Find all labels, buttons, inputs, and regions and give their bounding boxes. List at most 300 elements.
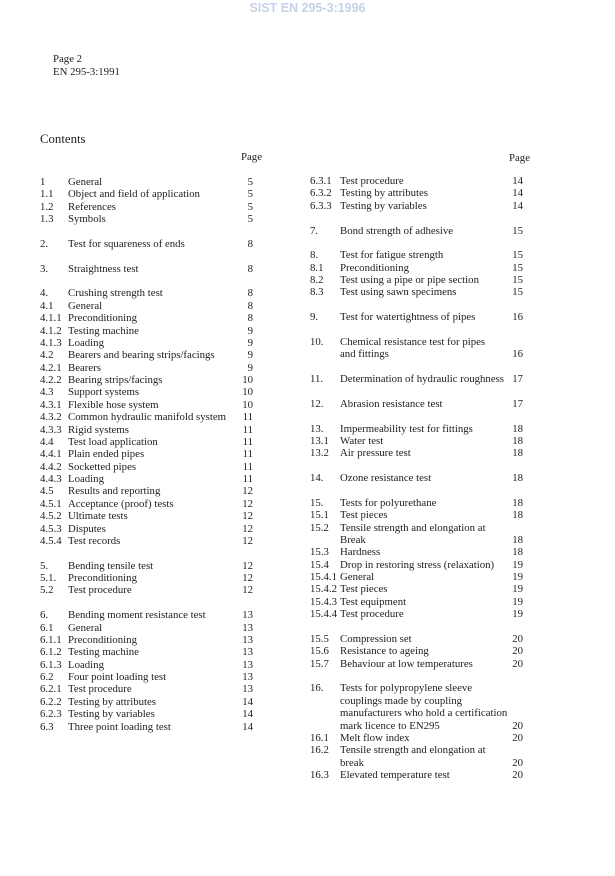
toc-entry: [40, 374, 253, 386]
toc-entry-page: 13: [242, 646, 253, 659]
toc-entry-number: 4.1.2: [40, 324, 62, 337]
toc-entry-number: 4.3.1: [40, 398, 62, 411]
toc-entry: [40, 325, 253, 337]
toc-entry: [40, 176, 253, 188]
toc-entry-number: 15.4.4: [310, 608, 337, 621]
toc-group: [40, 176, 253, 226]
toc-entry-page: 12: [242, 572, 253, 584]
toc-entry: [310, 423, 523, 435]
toc-entry-page: 13: [242, 683, 253, 696]
toc-entry-page: 5: [247, 188, 253, 201]
toc-group: [40, 263, 253, 275]
toc-entry-number: 14.: [310, 472, 324, 484]
toc-entry-page: 14: [512, 175, 523, 187]
toc-entry-number: 7.: [310, 224, 319, 237]
toc-entry-title: Preconditioning: [68, 572, 137, 584]
document-id: EN 295-3:1991: [53, 66, 120, 78]
toc-entry-title: Object and field of application: [68, 188, 200, 201]
toc-entry: [310, 435, 523, 447]
toc-entry-title: General: [68, 621, 103, 634]
toc-entry-number: 1.1: [40, 188, 54, 201]
toc-entry-page: 12: [242, 522, 253, 535]
toc-group: [310, 311, 523, 323]
toc-entry-page: 15: [512, 274, 523, 286]
toc-entry-title: General: [68, 299, 103, 312]
toc-entry: [310, 336, 523, 361]
toc-entry-page: 13: [242, 621, 253, 634]
toc-group: [310, 336, 523, 361]
toc-entry-title: Hardness: [340, 546, 381, 559]
toc-entry-title: Bearing strips/facings: [68, 374, 163, 386]
toc-entry-page: 13: [242, 633, 253, 646]
toc-entry-title: Test using sawn specimens: [340, 286, 457, 299]
toc-entry-number: 4.2.1: [40, 361, 62, 374]
toc-entry-title: Testing by variables: [340, 199, 427, 212]
toc-entry-title: Four point loading test: [68, 671, 167, 683]
toc-group: [40, 287, 253, 547]
toc-group-list: [310, 175, 523, 781]
toc-entry-title: Ozone resistance test: [340, 472, 432, 484]
toc-entry-number: 15.: [310, 496, 324, 509]
toc-entry-title: Common hydraulic manifold system: [68, 411, 227, 424]
toc-entry: [40, 646, 253, 658]
page-column-heading: Page: [509, 152, 530, 164]
toc-entry-title: Test records: [68, 534, 121, 547]
toc-entry-title: Test load application: [68, 435, 158, 448]
toc-entry-number: 6.3: [40, 720, 54, 733]
toc-entry-number: 4.5: [40, 485, 54, 498]
toc-entry-number: 6.3.1: [310, 175, 332, 187]
toc-entry-number: 13.2: [310, 447, 329, 460]
toc-entry-number: 6.1.1: [40, 633, 62, 646]
toc-entry-number: 15.6: [310, 645, 329, 658]
toc-entry-number: 13.: [310, 422, 324, 435]
toc-entry: [40, 510, 253, 522]
toc-group: [310, 249, 523, 299]
toc-group-list: [40, 176, 253, 733]
toc-entry: [310, 200, 523, 212]
toc-entry-number: 6.2: [40, 671, 54, 683]
toc-entry-number: 15.2: [310, 521, 329, 534]
toc-entry-page: 15: [512, 224, 523, 237]
toc-entry-title: Bending moment resistance test: [68, 609, 206, 622]
toc-entry-title: Loading: [68, 473, 104, 485]
toc-entry: [310, 509, 523, 521]
toc-entry-title: References: [68, 200, 116, 213]
toc-entry: [310, 732, 523, 744]
toc-entry-page: 14: [242, 708, 253, 721]
toc-entry: [40, 485, 253, 497]
toc-entry-page: 20: [512, 645, 523, 658]
toc-entry-number: 4.3.2: [40, 411, 62, 424]
toc-entry: [40, 349, 253, 361]
toc-entry-page: 9: [247, 324, 253, 337]
toc-entry: [40, 213, 253, 225]
toc-entry-number: 2.: [40, 237, 49, 250]
toc-entry: [40, 188, 253, 200]
toc-entry: [40, 424, 253, 436]
toc-entry-title: Test procedure: [68, 683, 132, 696]
toc-entry-page: 11: [242, 473, 253, 485]
toc-entry-title: Loading: [68, 336, 104, 349]
toc-entry: [310, 744, 523, 769]
toc-entry: [310, 373, 523, 385]
toc-entry-title: Bending tensile test: [68, 559, 154, 572]
toc-entry-page: 19: [512, 571, 523, 583]
toc-entry-title: Preconditioning: [68, 312, 137, 325]
toc-entry-page: 8: [247, 262, 253, 275]
toc-entry-page: 18: [512, 422, 523, 435]
toc-entry-number: 4.5.1: [40, 497, 62, 510]
toc-entry-page: 10: [242, 374, 253, 386]
toc-entry-number: 15.4.1: [310, 571, 337, 583]
toc-entry: [40, 399, 253, 411]
toc-entry-number: 6.3.2: [310, 187, 332, 200]
toc-entry-number: 13.1: [310, 434, 329, 447]
toc-entry-number: 4.4.2: [40, 460, 62, 473]
toc-entry-number: 4.1: [40, 299, 54, 312]
toc-entry-title: Chemical resistance test for pipes and fittings: [340, 335, 486, 361]
toc-entry-number: 6.3.3: [310, 199, 332, 212]
toc-entry-page: 20: [512, 769, 523, 781]
toc-entry-title: Tests for polyurethane: [340, 496, 437, 509]
toc-entry-page: 14: [512, 199, 523, 212]
toc-entry-title: Impermeability test for fittings: [340, 422, 473, 435]
toc-entry: [40, 683, 253, 695]
toc-entry: [40, 436, 253, 448]
toc-column-left: [40, 151, 262, 733]
toc-entry: [40, 523, 253, 535]
toc-entry-page: 11: [242, 435, 253, 448]
toc-entry: [40, 560, 253, 572]
toc-entry-number: 6.1.2: [40, 646, 62, 659]
toc-entry-number: 5.: [40, 559, 49, 572]
toc-entry: [40, 609, 253, 621]
toc-entry-page: 12: [242, 559, 253, 572]
toc-entry-page: 20: [512, 719, 523, 732]
toc-entry: [40, 498, 253, 510]
toc-entry-page: 20: [512, 756, 523, 769]
toc-entry-title: Test for fatigue strength: [340, 249, 444, 262]
toc-group: [310, 472, 523, 484]
toc-entry-page: 18: [512, 533, 523, 546]
toc-entry-page: 16: [512, 311, 523, 324]
toc-entry-title: Three point loading test: [68, 720, 171, 733]
toc-entry-page: 17: [512, 373, 523, 385]
toc-entry-page: 12: [242, 485, 253, 498]
toc-entry-page: 13: [242, 671, 253, 683]
toc-entry-title: Test for watertightness of pipes: [340, 311, 476, 324]
toc-entry: [310, 608, 523, 620]
toc-group: [310, 497, 523, 621]
toc-entry: [40, 337, 253, 349]
toc-entry-title: Compression set: [340, 632, 412, 645]
toc-entry-page: 15: [512, 249, 523, 262]
toc-entry-page: 8: [247, 299, 253, 312]
toc-entry-page: 13: [242, 609, 253, 622]
toc-entry: [310, 398, 523, 410]
toc-entry-number: 4.: [40, 287, 49, 300]
toc-entry-number: 4.1.3: [40, 336, 62, 349]
toc-entry-title: Elevated temperature test: [340, 769, 450, 781]
toc-entry-page: 12: [242, 584, 253, 597]
toc-entry-title: Behaviour at low temperatures: [340, 657, 473, 670]
toc-entry: [310, 546, 523, 558]
toc-entry-number: 4.5.4: [40, 534, 62, 547]
toc-entry-number: 4.5.3: [40, 522, 62, 535]
toc-entry-title: Symbols: [68, 213, 106, 226]
watermark: SIST EN 295-3:1996: [249, 1, 366, 15]
toc-entry-page: 13: [242, 658, 253, 671]
toc-entry-title: Testing machine: [68, 646, 139, 659]
toc-entry-number: 15.7: [310, 657, 329, 670]
toc-entry-title: Air pressure test: [340, 447, 411, 460]
toc-entry-page: 16: [512, 348, 523, 361]
toc-entry: [40, 263, 253, 275]
toc-entry: [40, 659, 253, 671]
toc-entry-title: Testing by attributes: [340, 187, 429, 200]
toc-entry-page: 14: [242, 720, 253, 733]
toc-entry-title: Preconditioning: [68, 633, 137, 646]
toc-entry-page: 15: [512, 261, 523, 274]
toc-entry-title: Flexible hose system: [68, 398, 159, 411]
toc-entry-number: 1.3: [40, 213, 54, 226]
toc-entry-number: 5.2: [40, 584, 54, 597]
toc-entry-number: 8.2: [310, 274, 324, 286]
toc-entry-title: Tensile strength and elongation at break: [340, 744, 486, 769]
toc-entry-number: 6.1.3: [40, 658, 62, 671]
toc-entry-page: 9: [247, 349, 253, 362]
toc-entry-title: Test using a pipe or pipe section: [340, 274, 479, 286]
toc-entry-page: 20: [512, 632, 523, 645]
toc-entry-title: Plain ended pipes: [68, 448, 145, 461]
toc-entry: [40, 671, 253, 683]
toc-entry-title: Testing machine: [68, 324, 139, 337]
toc-entry-number: 4.5.2: [40, 510, 62, 523]
toc-entry-title: Crushing strength test: [68, 287, 163, 300]
toc-entry-number: 15.5: [310, 632, 329, 645]
toc-group: [310, 175, 523, 212]
toc-entry-number: 6.2.2: [40, 695, 62, 708]
toc-entry: [310, 472, 523, 484]
toc-group: [40, 560, 253, 597]
toc-entry-page: 20: [512, 731, 523, 744]
toc-entry-title: Determination of hydraulic roughness: [340, 373, 505, 385]
toc-entry-number: 16.3: [310, 769, 329, 781]
toc-entry: [40, 535, 253, 547]
toc-entry-number: 16.2: [310, 744, 329, 757]
toc-entry: [310, 658, 523, 670]
toc-entry: [40, 287, 253, 299]
toc-entry: [40, 411, 253, 423]
toc-entry-title: Drop in restoring stress (relaxation): [340, 558, 495, 571]
toc-entry: [310, 187, 523, 199]
toc-entry-number: 15.3: [310, 546, 329, 559]
toc-entry: [310, 249, 523, 261]
toc-entry-title: Bond strength of adhesive: [340, 224, 454, 237]
toc-group: [310, 225, 523, 237]
toc-entry-title: Bearers and bearing strips/facings: [68, 349, 215, 362]
toc-entry: [310, 274, 523, 286]
toc-entry-number: 15.1: [310, 509, 329, 522]
toc-entry-number: 4.4: [40, 435, 54, 448]
toc-entry-title: Preconditioning: [340, 261, 409, 274]
toc-entry-page: 11: [242, 448, 253, 461]
toc-entry: [310, 286, 523, 298]
toc-entry-page: 14: [512, 187, 523, 200]
toc-entry-page: 12: [242, 534, 253, 547]
toc-group: [310, 423, 523, 460]
toc-entry-title: Abrasion resistance test: [340, 397, 443, 410]
toc-entry-number: 10.: [310, 335, 324, 348]
toc-entry-title: Loading: [68, 658, 104, 671]
toc-entry-title: Ultimate tests: [68, 510, 128, 523]
page-number-label: Page 2: [53, 53, 83, 65]
toc-entry: [40, 300, 253, 312]
toc-entry-title: Disputes: [68, 522, 106, 535]
toc-entry-number: 6.2.1: [40, 683, 62, 696]
toc-entry-page: 18: [512, 496, 523, 509]
toc-entry-page: 15: [512, 286, 523, 299]
toc-entry-number: 1.2: [40, 200, 54, 213]
toc-entry-page: 14: [242, 695, 253, 708]
toc-entry-page: 12: [242, 497, 253, 510]
toc-entry-page: 10: [242, 386, 253, 399]
toc-entry-number: 5.1.: [40, 572, 57, 584]
toc-entry-title: Testing by attributes: [68, 695, 157, 708]
toc-entry-title: Tests for polypropylene sleeve couplings made by coupling manufacturers who hold a certification mark licence to EN295: [340, 682, 508, 732]
toc-entry-number: 15.4.2: [310, 583, 337, 596]
toc-entry: [40, 473, 253, 485]
toc-entry-number: 6.: [40, 609, 49, 622]
toc-group: [40, 609, 253, 733]
toc-group: [310, 682, 523, 781]
toc-entry: [40, 386, 253, 398]
toc-entry-title: Tensile strength and elongation at Break: [340, 521, 486, 546]
toc-entry-page: 19: [512, 558, 523, 571]
contents-heading: Contents: [40, 132, 86, 146]
toc-entry-title: Water test: [340, 434, 384, 447]
toc-entry-number: 4.4.3: [40, 473, 62, 485]
toc-entry-number: 8.: [310, 249, 319, 262]
toc-entry-title: General: [68, 176, 103, 188]
toc-entry-page: 8: [247, 312, 253, 325]
toc-entry-page: 11: [242, 411, 253, 424]
toc-entry-title: Test equipment: [340, 595, 407, 608]
toc-entry: [310, 682, 523, 732]
toc-entry-title: General: [340, 571, 375, 583]
toc-entry-title: Test for squareness of ends: [68, 237, 185, 250]
toc-entry-page: 9: [247, 361, 253, 374]
toc-entry: [40, 448, 253, 460]
toc-entry-page: 5: [247, 176, 253, 188]
toc-entry: [310, 596, 523, 608]
toc-entry-page: 5: [247, 200, 253, 213]
toc-entry-number: 3.: [40, 262, 49, 275]
toc-group: [310, 633, 523, 670]
toc-entry: [40, 634, 253, 646]
toc-entry-number: 6.2.3: [40, 708, 62, 721]
toc-entry: [310, 522, 523, 547]
toc-entry-number: 8.3: [310, 286, 324, 299]
toc-entry-page: 18: [512, 472, 523, 484]
toc-entry: [40, 708, 253, 720]
toc-entry-number: 8.1: [310, 261, 324, 274]
toc-entry-title: Support systems: [68, 386, 140, 399]
toc-entry-page: 9: [247, 336, 253, 349]
toc-entry-title: Test procedure: [340, 608, 404, 621]
toc-entry-number: 4.2: [40, 349, 54, 362]
toc-entry-title: Rigid systems: [68, 423, 129, 436]
toc-entry-title: Bearers: [68, 361, 101, 374]
toc-entry-page: 12: [242, 510, 253, 523]
toc-entry: [310, 645, 523, 657]
toc-entry-number: 16.1: [310, 731, 329, 744]
toc-entry-title: Results and reporting: [68, 485, 161, 498]
toc-entry: [310, 559, 523, 571]
toc-group: [310, 373, 523, 385]
toc-entry-number: 4.3.3: [40, 423, 62, 436]
toc-entry: [310, 497, 523, 509]
toc-entry-title: Melt flow index: [340, 731, 410, 744]
toc-entry-number: 12.: [310, 397, 324, 410]
toc-entry-page: 11: [242, 460, 253, 473]
toc-entry-page: 10: [242, 398, 253, 411]
toc-entry: [40, 201, 253, 213]
toc-entry-number: 9.: [310, 311, 319, 324]
toc-entry: [40, 238, 253, 250]
toc-column-right: [310, 152, 530, 781]
toc-entry: [40, 362, 253, 374]
toc-entry: [310, 225, 523, 237]
toc-entry-page: 19: [512, 583, 523, 596]
toc-group: [310, 398, 523, 410]
toc-entry-title: Resistance to ageing: [340, 645, 429, 658]
toc-entry-title: Test pieces: [340, 509, 388, 522]
toc-entry-page: 18: [512, 509, 523, 522]
toc-entry-page: 19: [512, 608, 523, 621]
toc-entry-title: Test procedure: [68, 584, 132, 597]
toc-entry-page: 8: [247, 287, 253, 300]
toc-entry-page: 20: [512, 657, 523, 670]
toc-entry-number: 15.4: [310, 558, 329, 571]
toc-entry-title: Test pieces: [340, 583, 388, 596]
toc-entry: [310, 447, 523, 459]
toc-entry-page: 18: [512, 434, 523, 447]
toc-entry-page: 8: [247, 237, 253, 250]
toc-entry: [310, 311, 523, 323]
toc-entry: [310, 571, 523, 583]
toc-entry-number: 4.4.1: [40, 448, 62, 461]
toc-entry-number: 6.1: [40, 621, 54, 634]
toc-entry: [40, 721, 253, 733]
toc-entry: [40, 572, 253, 584]
toc-entry: [40, 696, 253, 708]
toc-entry-page: 5: [247, 213, 253, 226]
toc-entry: [40, 622, 253, 634]
toc-entry: [310, 769, 523, 781]
toc-entry-number: 16.: [310, 682, 324, 695]
toc-entry-number: 15.4.3: [310, 595, 337, 608]
toc-entry: [40, 312, 253, 324]
toc-entry: [40, 461, 253, 473]
toc-entry-number: 4.1.1: [40, 312, 62, 325]
toc-group: [40, 238, 253, 250]
toc-entry-page: 18: [512, 447, 523, 460]
toc-entry-page: 18: [512, 546, 523, 559]
toc-entry-title: Acceptance (proof) tests: [68, 497, 174, 510]
toc-entry-page: 11: [242, 423, 253, 436]
